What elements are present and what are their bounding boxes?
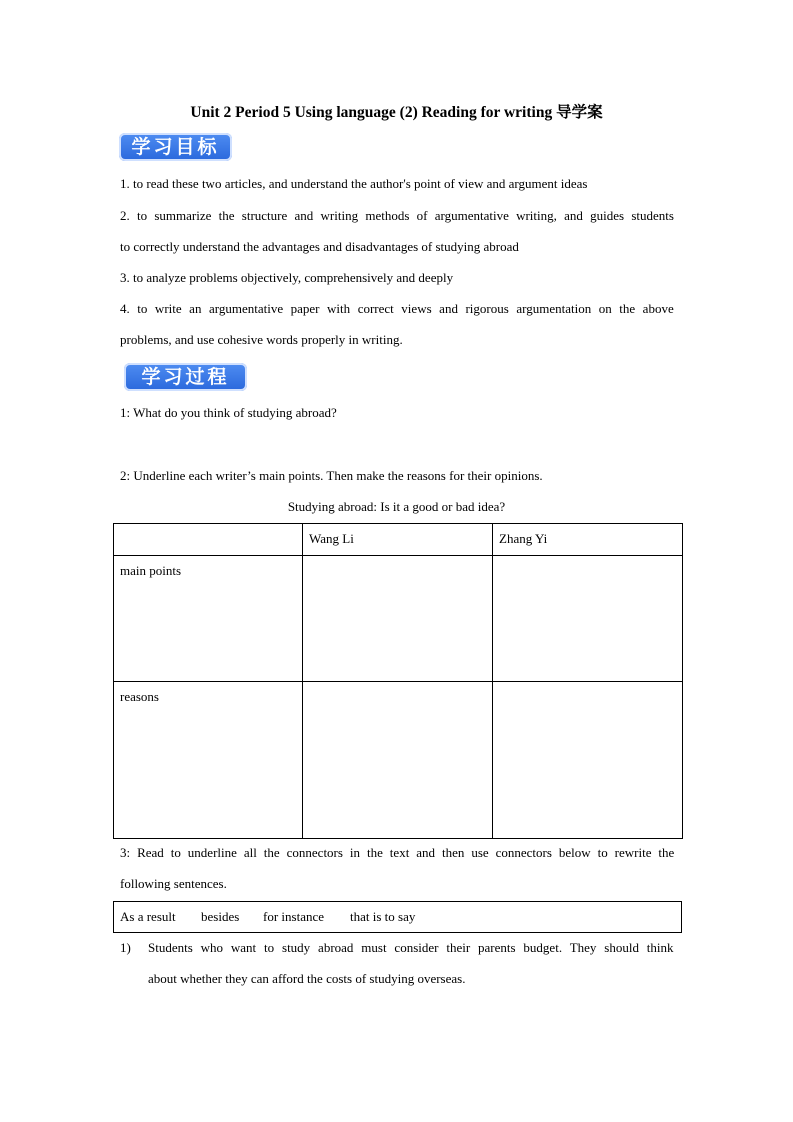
question-3-cont: following sentences. (120, 876, 227, 891)
table-cell[interactable] (303, 556, 493, 682)
objectives-badge: 学习目标 (119, 133, 232, 161)
table-header-cell: Wang Li (303, 524, 493, 556)
objective-item: problems, and use cohesive words properly in writing. (120, 332, 403, 347)
table-cell[interactable] (493, 556, 683, 682)
objective-item: 3. to analyze problems objectively, comprehensively and deeply (120, 270, 454, 285)
question-1: 1: What do you think of studying abroad? (120, 405, 337, 420)
connector-word: that is to say (350, 909, 416, 924)
table-header-cell: Zhang Yi (493, 524, 683, 556)
connector-word: As a result (120, 909, 176, 924)
connector-word: for instance (263, 909, 325, 924)
table-row (114, 556, 683, 682)
item-number: 1) (120, 940, 131, 955)
question-3: 3: Read to underline all the connectors in the text and then use connectors below to rewrite the (120, 845, 675, 860)
question-2: 2: Underline each writer’s main points. Then make the reasons for their opinions. (120, 468, 543, 483)
objective-item: 4. to write an argumentative paper with correct views and rigorous argumentation on the above (120, 301, 674, 316)
connector-word: besides (201, 909, 240, 924)
table-row (114, 682, 683, 839)
table-row-label: main points (114, 556, 303, 682)
table-header-cell (114, 524, 303, 556)
objective-item: 2. to summarize the structure and writing methods of argumentative writing, and guides students (120, 208, 674, 223)
objective-item: 1. to read these two articles, and understand the author's point of view and argument ideas (120, 176, 588, 191)
table-caption: Studying abroad: Is it a good or bad idea? (287, 499, 506, 514)
table-cell[interactable] (303, 682, 493, 839)
table-row-label: reasons (114, 682, 303, 839)
page-title: Unit 2 Period 5 Using language (2) Reading for writing 导学案 (190, 104, 603, 121)
process-badge: 学习过程 (124, 363, 247, 391)
item-1-text-cont: about whether they can afford the costs of studying overseas. (148, 971, 466, 986)
table-cell[interactable] (493, 682, 683, 839)
opinion-table (113, 523, 683, 839)
item-1-text: Students who want to study abroad must consider their parents budget. They should think (148, 940, 674, 955)
objective-item: to correctly understand the advantages and disadvantages of studying abroad (120, 239, 519, 254)
connectors-box (113, 901, 682, 933)
table-header-row (114, 524, 683, 556)
